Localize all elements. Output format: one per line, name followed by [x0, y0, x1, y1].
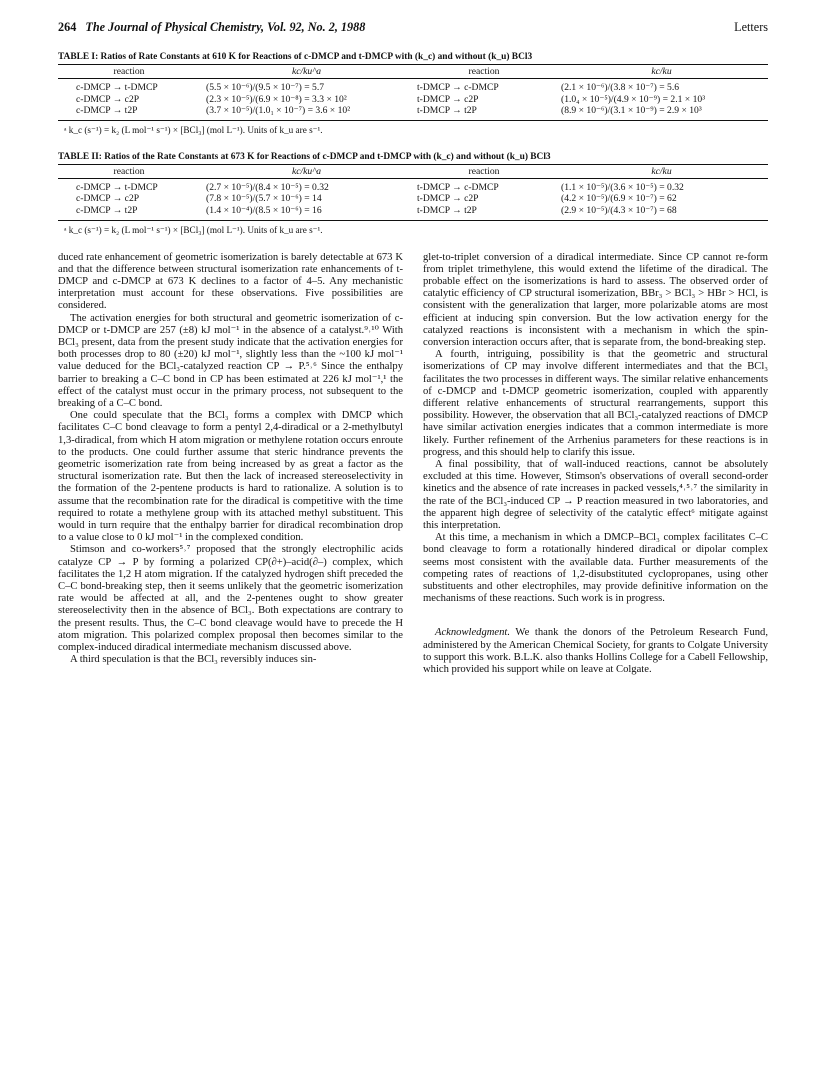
table-cell: (3.7 × 10⁻⁵)/(1.0₁ × 10⁻⁷) = 3.6 × 10²: [200, 105, 413, 120]
table-cell: (2.9 × 10⁻⁵)/(4.3 × 10⁻⁷) = 68: [555, 205, 768, 220]
column-header: kc/ku: [555, 65, 768, 79]
table-1-footnote: ᵃ k_c (s⁻¹) = k₂ (L mol⁻¹ s⁻¹) × [BCl₃] (mol L⁻¹). Units of k_u are s⁻¹.: [64, 124, 323, 135]
table-1-grid: [58, 64, 768, 121]
paragraph: A final possibility, that of wall-induced reactions, cannot be absolutely excluded at this time. However, Stimson's observations of overall second-order kinetics and the absence of rate increases in packed vessels,⁴˒⁵˒⁷ the similarity in the rate of the BCl₃-induced CP → P reaction measured in two laboratories, and the apparent high degree of selectivity of the catalytic effect⁶ mitigate against this interpretation.: [423, 459, 768, 532]
right-column: [423, 252, 768, 677]
table-cell: t-DMCP → c-DMCP: [417, 82, 499, 93]
acknowledgment: [423, 627, 768, 676]
table-cell: c-DMCP → t2P: [58, 205, 200, 220]
paragraph: A fourth, intriguing, possibility is that the geometric and structural isomerizations of CP may involve different intermediates and that the BCl₃ facilitates the two processes in different ways. The similar relative enhancements of c-DMCP and t-DMCP geometric isomerization, coupled with apparently different relative enhancements of structural rearrangements, support this possibility. However, the observation that all BCl₃-catalyzed reactions of DMCP have similar activation energies indicates that a common intermediate is more likely. Further refinement of the Arrhenius parameters for these reactions is in progress, and this should help to clarify this issue.: [423, 349, 768, 458]
table-1-header-row: [58, 65, 768, 79]
table-cell: (5.5 × 10⁻⁶)/(9.5 × 10⁻⁷) = 5.7: [206, 82, 325, 93]
table-cell: (4.2 × 10⁻⁵)/(6.9 × 10⁻⁷) = 62: [561, 193, 677, 205]
column-header: reaction: [413, 65, 555, 79]
page-number: 264: [58, 20, 77, 34]
left-column: [58, 252, 403, 677]
paragraph: glet-to-triplet conversion of a diradical intermediate. Since CP cannot re-form from triplet trimethylene, this would extend the lifetime of the diradical. The probable effect on the isomerizations is hard to assess. The observed order of catalytic efficiency of CP structural isomerization, BBr₃ > BCl₃ > HBr > HCl, is consistent with the generalization that larger, more polarizable atoms are most efficient at inducing spin conversion. But the low activation energy for the catalyzed reactions is inconsistent with a mechanism in which the spin-conversion interaction occurs after, that is separate from, the bond-breaking step.: [423, 251, 768, 348]
table-cell: (7.8 × 10⁻⁵)/(5.7 × 10⁻⁶) = 14: [206, 193, 322, 205]
table-row: [58, 94, 768, 106]
table-2: [58, 152, 768, 236]
table-row: [58, 193, 768, 205]
table-row: [58, 178, 768, 193]
paragraph: At this time, a mechanism in which a DMCP–BCl₃ complex facilitates C–C bond cleavage to form a rotationally hindered diradical or dipolar complex seems most consistent with the available data. Further measurements of the competing rates of reactions of 1,2-disubstituted cyclopropanes, using other substituents and other electrophiles, may provide definitive information on the mechanisms of these reactions. Such work is in progress.: [423, 532, 768, 605]
paragraph: A third speculation is that the BCl₃ reversibly induces sin-: [70, 654, 317, 666]
table-cell: c-DMCP → t-DMCP: [76, 82, 158, 93]
table-cell: (2.3 × 10⁻⁵)/(6.9 × 10⁻⁸) = 3.3 × 10²: [206, 93, 347, 105]
column-header: reaction: [58, 65, 200, 79]
table-1-caption: TABLE I: Ratios of Rate Constants at 610 K for Reactions of c-DMCP and t-DMCP with (k_c) and without (k_u) BCl3: [58, 52, 533, 62]
table-2-grid: [58, 164, 768, 221]
table-2-header-row: [58, 164, 768, 178]
table-row: [58, 79, 768, 94]
table-cell: (1.0₄ × 10⁻⁵)/(4.9 × 10⁻⁹) = 2.1 × 10³: [561, 93, 706, 105]
table-2-footnote: ᵃ k_c (s⁻¹) = k₂ (L mol⁻¹ s⁻¹) × [BCl₃] (mol L⁻¹). Units of k_u are s⁻¹.: [64, 224, 323, 235]
table-cell: c-DMCP → t2P: [58, 105, 200, 120]
table-cell: c-DMCP → c2P: [76, 193, 140, 205]
table-row: [58, 105, 768, 120]
section-label: Letters: [734, 20, 768, 34]
paragraph: Stimson and co-workers⁵˒⁷ proposed that the strongly electrophilic acids catalyze CP → P by forming a polarized CP(∂+)–acid(∂–) complex, which facilitates the 1,2 H atom migration. If the catalyzed hydrogen shift preceded the C–C bond-breaking step, then it seems unlikely that the geometric isomerization rate would be affected at all, and the 2-pentenes ought to show greater stereoselectivity then in the absence of BCl₃. Both expectations are contrary to the present results. Thus, the C–C bond cleavage would have to precede the H atom migration. This polarized complex proposal then becomes similar to the complex-induced diradical intermediate mechanism discussed above.: [58, 544, 403, 654]
paragraph: duced rate enhancement of geometric isomerization is barely detectable at 673 K and that the difference between structural isomerization rate enhancements of t-DMCP and c-DMCP at 673 K declines to a factor of 4–5. Any mechanistic interpretation must account for these observations. Five possibilities are considered.: [58, 251, 403, 312]
paragraph: One could speculate that the BCl₃ forms a complex with DMCP which facilitates C–C bond cleavage to form a pentyl 2,4-diradical or a 2-methylbutyl 1,3-diradical, from which H atom migration or methylene rotation occurs enroute to the products. One could further assume that steric hindrance prevents the geometric isomerization rate from being increased by as great a factor as the structural isomerization rate. But then the lack of increased stereoselectivity in the formation of the 2-pentene products is hard to rationalize. A solution is to assume that the recombination rate for the diradical is competitive with the time required to rotate a methylene group with its attached methyl substituent. This would in turn require that the enthalpy barrier for diradical recombination drop to a value close to 0 kJ mol⁻¹ in the complexed condition.: [58, 410, 403, 544]
column-header: reaction: [413, 164, 555, 178]
table-row: [58, 205, 768, 220]
table-cell: (1.1 × 10⁻⁵)/(3.6 × 10⁻⁵) = 0.32: [561, 181, 684, 193]
table-cell: t-DMCP → c2P: [417, 193, 479, 205]
table-cell: (8.9 × 10⁻⁶)/(3.1 × 10⁻⁹) = 2.9 × 10³: [555, 105, 768, 120]
running-header: [58, 20, 768, 40]
column-header: reaction: [58, 164, 200, 178]
column-header: kc/ku^a: [200, 65, 413, 79]
table-2-caption: TABLE II: Ratios of the Rate Constants at 673 K for Reactions of c-DMCP and t-DMCP with (k_c) and without (k_u) BCl3: [58, 151, 551, 162]
table-cell: t-DMCP → c-DMCP: [417, 181, 499, 193]
table-cell: (2.1 × 10⁻⁶)/(3.8 × 10⁻⁷) = 5.6: [561, 82, 680, 93]
acknowledgment-text: We thank the donors of the Petroleum Research Fund, administered by the American Chemical Society, for grants to Colgate University to support this work. B.L.K. also thanks Hollins College for a Cabell Fellowship, which provided his support while on leave at Colgate.: [423, 627, 768, 676]
paragraph: The activation energies for both structural and geometric isomerization of c-DMCP or t-DMCP are 257 (±8) kJ mol⁻¹ in the absence of a catalyst.⁹˒¹⁰ With BCl₃ present, data from the present study indicate that the activation energies for both processes drop to 80 (±20) kJ mol⁻¹, slightly less than the ~100 kJ mol⁻¹ value deduced for the BCl₃-catalyzed reaction CP → P.⁵˒⁶ Since the enthalpy barrier to breaking a C–C bond in CP has been estimated at 226 kJ mol⁻¹,¹ the effect of the catalyst must occur in the primary process, not subsequent to the breaking of a C–C bond.: [58, 312, 403, 409]
column-header: kc/ku: [555, 164, 768, 178]
acknowledgment-title: Acknowledgment.: [435, 627, 511, 639]
table-cell: t-DMCP → t2P: [413, 105, 555, 120]
table-cell: (2.7 × 10⁻⁵)/(8.4 × 10⁻⁵) = 0.32: [206, 181, 329, 193]
table-1: [58, 52, 768, 136]
body-columns: [58, 252, 768, 677]
table-cell: c-DMCP → c2P: [76, 93, 140, 105]
table-cell: c-DMCP → t-DMCP: [76, 181, 158, 193]
table-cell: t-DMCP → c2P: [417, 93, 479, 105]
table-cell: t-DMCP → t2P: [413, 205, 555, 220]
table-cell: (1.4 × 10⁻⁴)/(8.5 × 10⁻⁶) = 16: [200, 205, 413, 220]
column-header: kc/ku^a: [200, 164, 413, 178]
journal-title: The Journal of Physical Chemistry, Vol. 92, No. 2, 1988: [85, 20, 366, 34]
